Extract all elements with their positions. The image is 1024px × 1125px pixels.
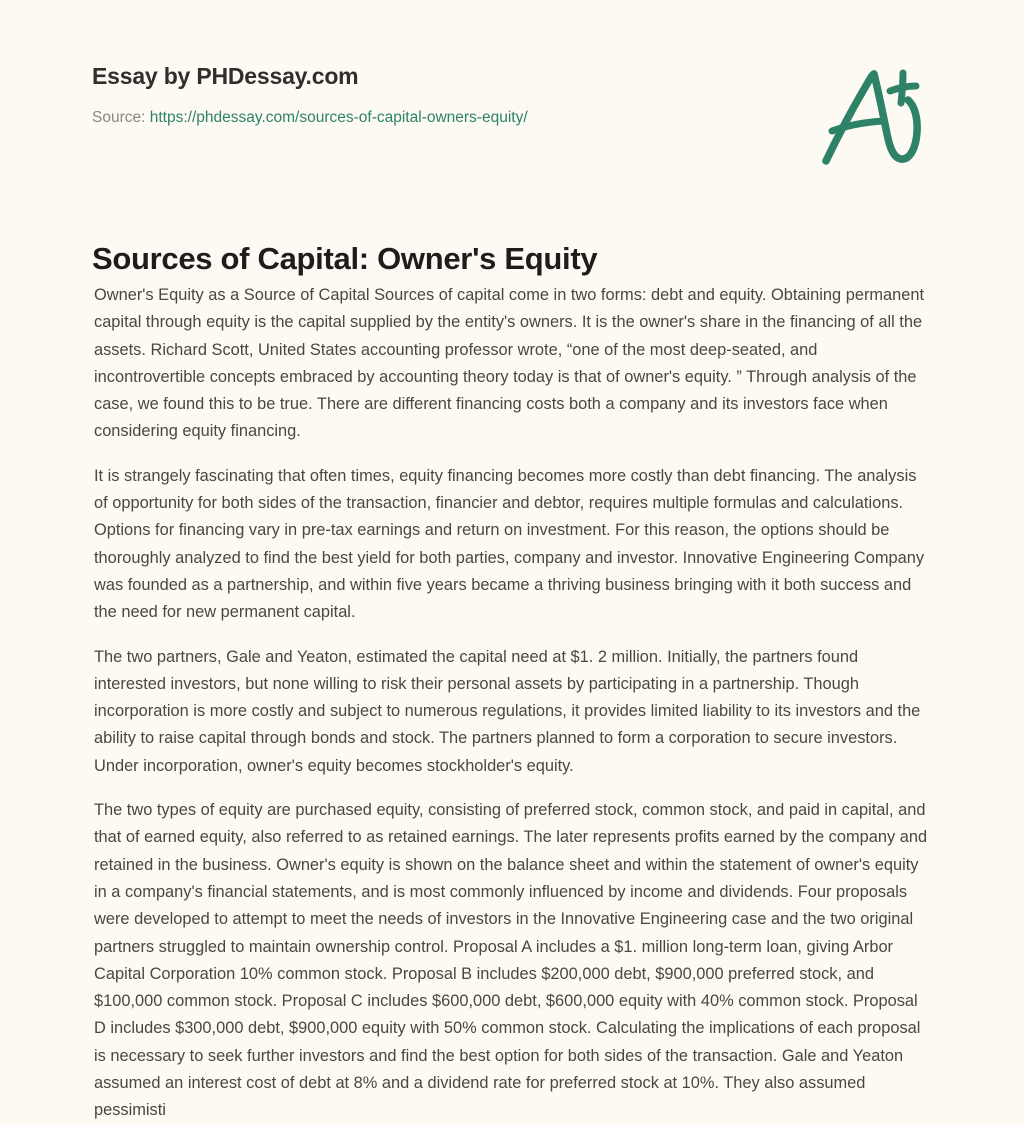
paragraph: The two partners, Gale and Yeaton, estimated the capital need at $1. 2 million. Initially, the partners found interested investors, but none willing to risk their personal assets by participating in a partnership. Though incorporation is more costly and subject to numerous regulations, it provides limited liability to its investors and the ability to raise capital through bonds and stock. The partners planned to form a corporation to secure investors. Under incorporation, owner's equity becomes stockholder's equity. <box>94 647 921 775</box>
source-url-link[interactable]: https://phdessay.com/sources-of-capital-owners-equity/ <box>149 108 528 126</box>
source-label: Source: <box>92 108 146 126</box>
paragraph: It is strangely fascinating that often times, equity financing becomes more costly than debt financing. The analysis of opportunity for both sides of the transaction, financier and debtor, requires multiple formulas and calculations. Options for financing vary in pre-tax earnings and return on investment. For this reason, the options should be thoroughly analyzed to find the best yield for both parties, company and investor. Innovative Engineering Company was founded as a partnership, and within five years became a thriving business bringing with it both success and the need for new permanent capital. <box>94 466 925 622</box>
brand-title: Essay by PHDessay.com <box>92 63 359 89</box>
paragraph: The two types of equity are purchased equity, consisting of preferred stock, common stock, and paid in capital, and that of earned equity, also referred to as retained earnings. The later represents profits earned by the company and retained in the business. Owner's equity is shown on the balance sheet and within the statement of owner's equity in a company's financial statements, and is most commonly influenced by income and dividends. Four proposals were developed to attempt to meet the needs of investors in the Innovative Engineering case and the two original partners struggled to maintain ownership control. Proposal A includes a $1. million long-term loan, giving Arbor Capital Corporation 10% common stock. Proposal B includes $200,000 debt, $900,000 preferred stock, and $100,000 common stock. Proposal C includes $600,000 debt, $600,000 equity with 40% common stock. Proposal D includes $300,000 debt, $900,000 equity with 50% common stock. Calculating the implications of each proposal is necessary to seek further investors and find the best option for both sides of the transaction. Gale and Yeaton assumed an interest cost of debt at 8% and a dividend rate for preferred stock at 10%. They also assumed pessimisti <box>94 801 928 1120</box>
page-title: Sources of Capital: Owner's Equity <box>92 240 598 276</box>
essay-body <box>94 282 932 1125</box>
page-header <box>92 62 792 128</box>
source-line <box>92 108 792 128</box>
phdessay-a-plus-logo-icon <box>812 60 930 170</box>
paragraph: Owner's Equity as a Source of Capital Sources of capital come in two forms: debt and equity. Obtaining permanent capital through equity is the capital supplied by the entity's owners. It is the owner's share in the financing of all the assets. Richard Scott, United States accounting professor wrote, “one of the most deep-seated, and incontrovertible concepts embraced by accounting theory today is that of owner's equity. ” Through analysis of the case, we found this to be true. There are different financing costs both a company and its investors face when considering equity financing. <box>94 286 925 441</box>
